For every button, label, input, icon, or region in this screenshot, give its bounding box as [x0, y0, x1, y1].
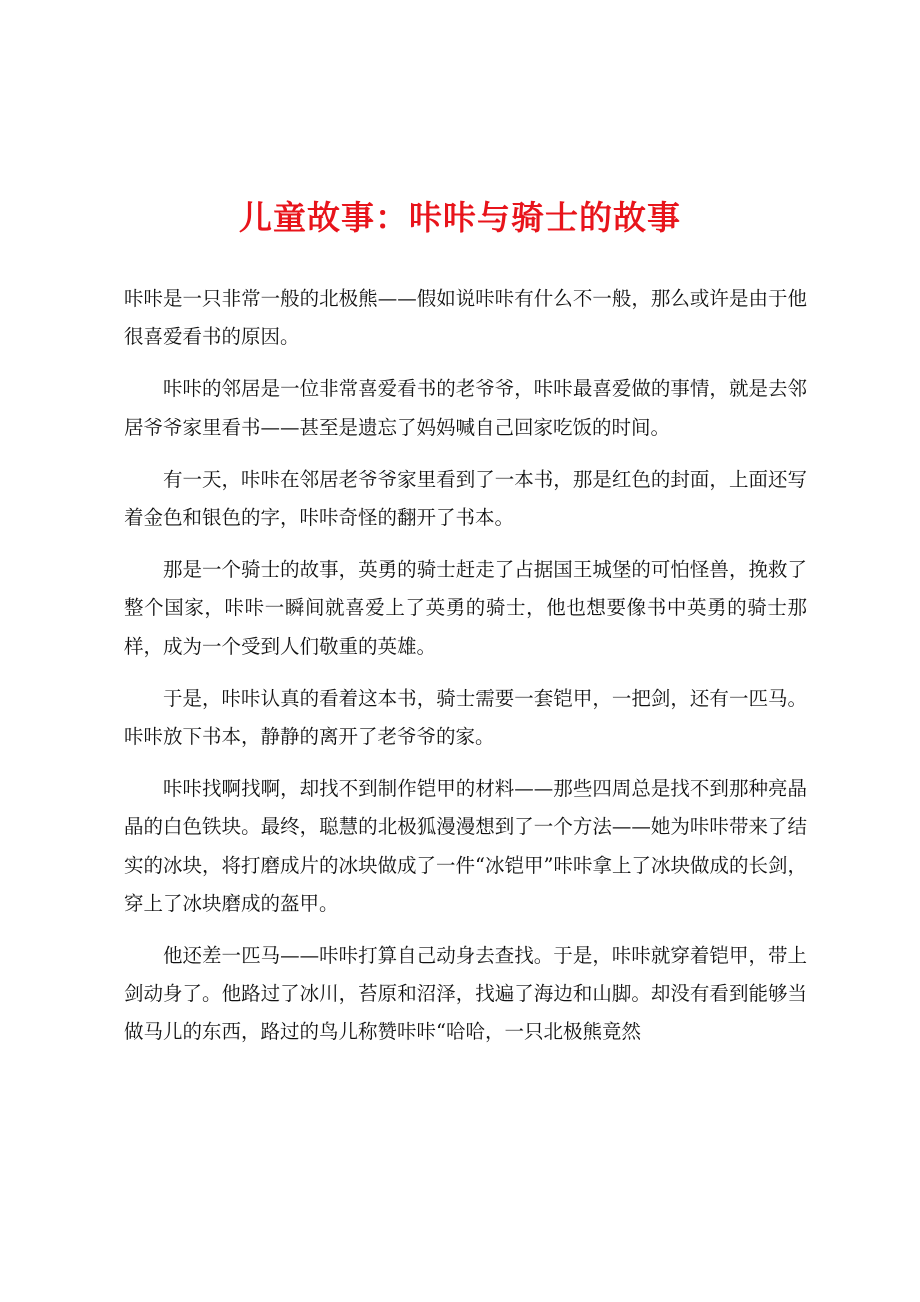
- document-body: [124, 280, 807, 1066]
- document-title: 儿童故事：咔咔与骑士的故事: [239, 198, 681, 237]
- paragraph-3: 有一天，咔咔在邻居老爷爷家里看到了一本书，那是红色的封面，上面还写着金色和银色的字，咔咔奇怪的翻开了书本。: [124, 467, 807, 530]
- paragraph-1: 咔咔是一只非常一般的北极熊——假如说咔咔有什么不一般，那么或许是由于他很喜爱看书的原因。: [124, 287, 807, 349]
- paragraph-6: 咔咔找啊找啊，却找不到制作铠甲的材料——那些四周总是找不到那种亮晶晶的白色铁块。最终，聪慧的北极狐漫漫想到了一个方法——她为咔咔带来了结实的冰块，将打磨成片的冰块做成了一件“冰铠甲”咔咔拿上了冰块做成的长剑，穿上了冰块磨成的盔甲。: [124, 777, 807, 915]
- paragraph-2: 咔咔的邻居是一位非常喜爱看书的老爷爷，咔咔最喜爱做的事情，就是去邻居爷爷家里看书——甚至是遗忘了妈妈喊自己回家吃饭的时间。: [124, 377, 807, 439]
- paragraph-7: 他还差一匹马——咔咔打算自己动身去查找。于是，咔咔就穿着铠甲，带上剑动身了。他路过了冰川，苔原和沼泽，找遍了海边和山脚。却没有看到能够当做马儿的东西，路过的鸟儿称赞咔咔“哈哈，一只北极熊竟然: [124, 944, 807, 1044]
- paragraph-4: 那是一个骑士的故事，英勇的骑士赶走了占据国王城堡的可怕怪兽，挽救了整个国家，咔咔一瞬间就喜爱上了英勇的骑士，他也想要像书中英勇的骑士那样，成为一个受到人们敬重的英雄。: [124, 558, 807, 658]
- paragraph-5: 于是，咔咔认真的看着这本书，骑士需要一套铠甲，一把剑，还有一匹马。咔咔放下书本，静静的离开了老爷爷的家。: [124, 686, 807, 749]
